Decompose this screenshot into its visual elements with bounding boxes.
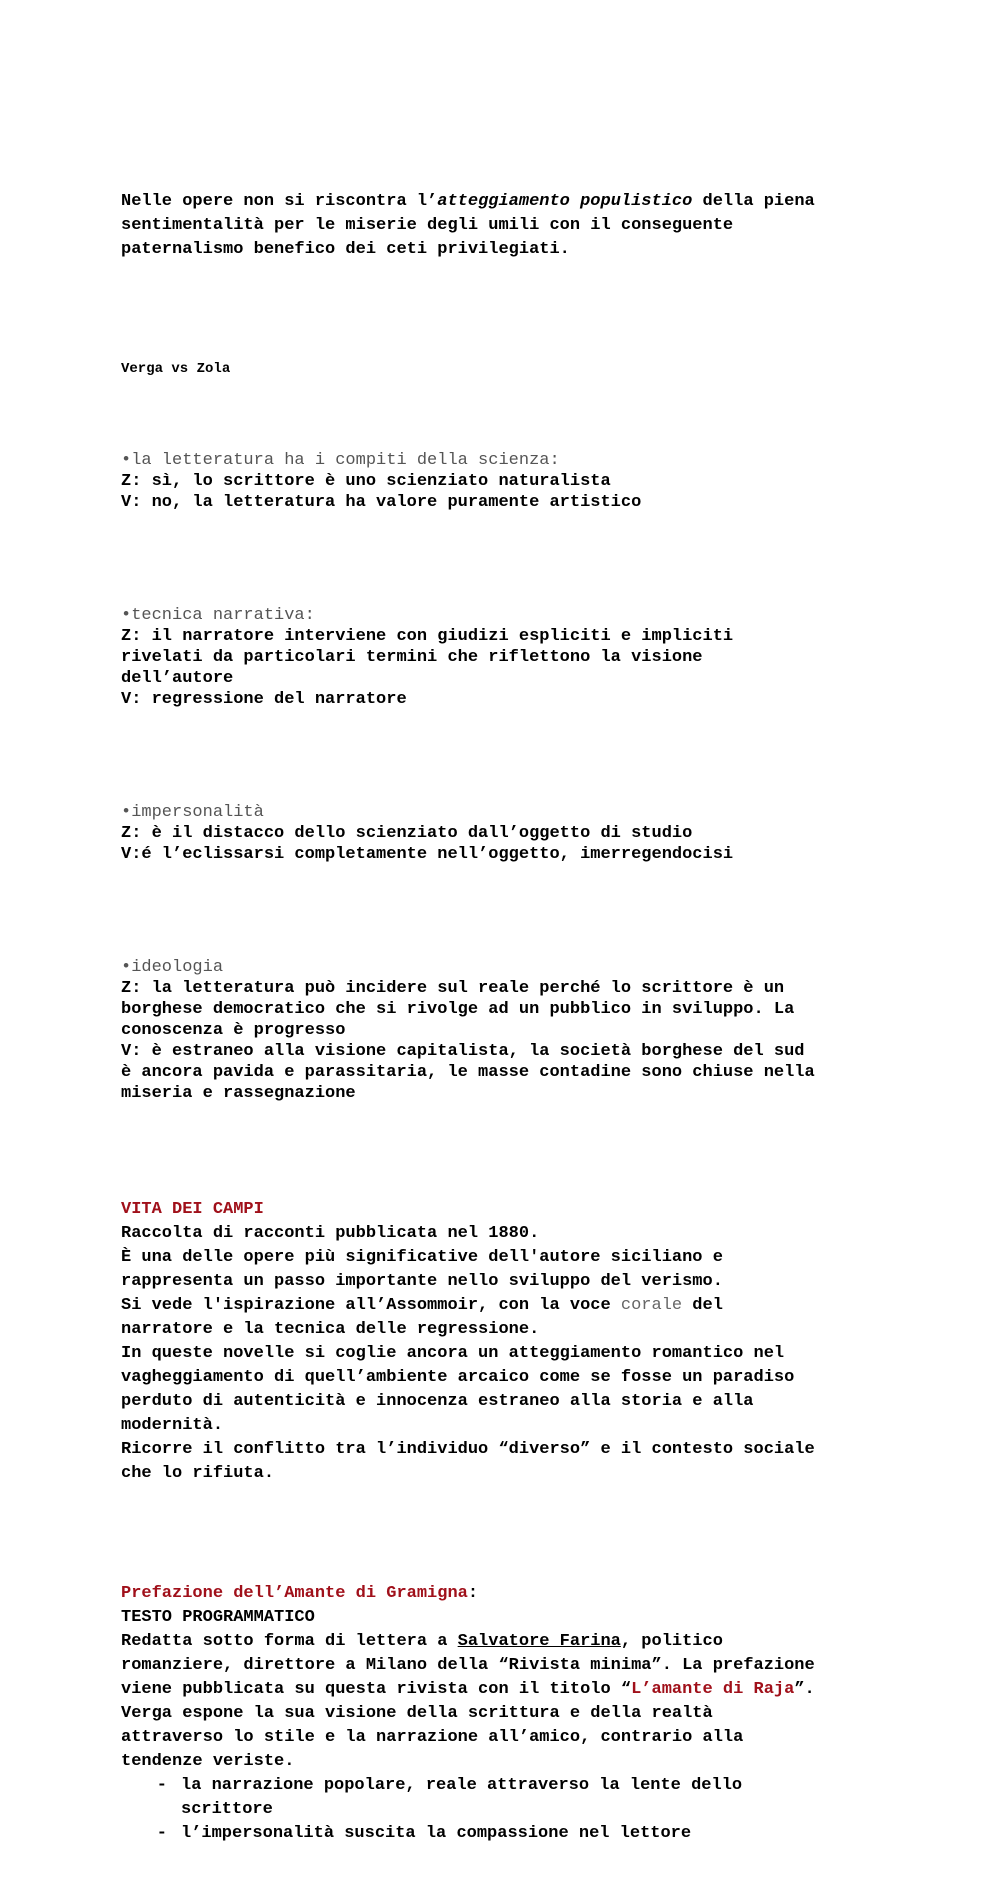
prefazione-line-3a: viene pubblicata su questa rivista con il titolo “ <box>121 1680 632 1699</box>
prefazione-subtitle: TESTO PROGRAMMATICO <box>121 1608 315 1627</box>
dash-bullet: - <box>156 1824 167 1843</box>
vita-line: In queste novelle si coglie ancora un atteggiamento romantico nel <box>121 1344 785 1363</box>
salvatore-farina-link[interactable]: Salvatore Farina <box>457 1632 621 1651</box>
prefazione-line <box>121 1678 891 1702</box>
intro-line-3: paternalismo benefico dei ceti privilegiati. <box>121 240 570 259</box>
compare-line: Z: sì, lo scrittore è uno scienziato naturalista <box>121 472 611 491</box>
prefazione-line: romanziere, direttore a Milano della “Rivista minima”. La prefazione <box>121 1656 815 1675</box>
prefazione-section <box>121 1582 891 1846</box>
vita-corale: corale <box>620 1296 683 1315</box>
prefazione-line-1a: Redatta sotto forma di lettera a <box>121 1632 458 1651</box>
vita-line-4b: del <box>682 1296 723 1315</box>
dash-bullet: - <box>156 1776 167 1795</box>
vita-line: perduto di autenticità e innocenza estraneo alla storia e alla <box>121 1392 754 1411</box>
intro-line-2: sentimentalità per le miserie degli umili con il conseguente <box>121 216 734 235</box>
bullet-scienza: •la letteratura ha i compiti della scienza: <box>121 451 560 470</box>
vita-line: Ricorre il conflitto tra l’individuo “diverso” e il contesto sociale <box>121 1440 815 1459</box>
vita-title: VITA DEI CAMPI <box>121 1200 264 1219</box>
bullet-ideologia: •ideologia <box>121 958 224 977</box>
intro-line-1b: della piena <box>692 192 815 211</box>
prefazione-line: Verga espone la sua visione della scrittura e della realtà <box>121 1704 713 1723</box>
vita-line <box>121 1294 891 1318</box>
prefazione-line <box>121 1630 891 1654</box>
vita-line: modernità. <box>121 1416 224 1435</box>
compare-line: Z: è il distacco dello scienziato dall’oggetto di studio <box>121 824 693 843</box>
compare-heading: Verga vs Zola <box>121 361 231 377</box>
list-item-text: l’impersonalità suscita la compassione nel lettore <box>181 1824 692 1843</box>
compare-line: Z: il narratore interviene con giudizi espliciti e impliciti <box>121 627 734 646</box>
vita-line: Raccolta di racconti pubblicata nel 1880. <box>121 1224 540 1243</box>
vita-line: narratore e la tecnica delle regressione. <box>121 1320 540 1339</box>
compare-line: borghese democratico che si rivolge ad un pubblico in sviluppo. La <box>121 1000 795 1019</box>
compare-line: V:é l’eclissarsi completamente nell’oggetto, imerregendocisi <box>121 845 734 864</box>
compare-section-3 <box>121 803 891 865</box>
compare-line: miseria e rassegnazione <box>121 1084 356 1103</box>
compare-section-2 <box>121 606 891 710</box>
vita-line: vagheggiamento di quell’ambiente arcaico come se fosse un paradiso <box>121 1368 795 1387</box>
prefazione-title: Prefazione dell’Amante di Gramigna <box>121 1584 468 1603</box>
prefazione-line: attraverso lo stile e la narrazione all’amico, contrario alla <box>121 1728 744 1747</box>
compare-line: conoscenza è progresso <box>121 1021 346 1040</box>
bullet-impersonalita: •impersonalità <box>121 803 264 822</box>
list-item-text: la narrazione popolare, reale attraverso la lente dello scrittore <box>181 1776 743 1819</box>
amante-di-raja-title: L’amante di Raja <box>631 1680 795 1699</box>
intro-emphasis: atteggiamento populistico <box>437 192 693 211</box>
prefazione-line-1b: , politico <box>620 1632 723 1651</box>
compare-line: Z: la letteratura può incidere sul reale perché lo scrittore è un <box>121 979 785 998</box>
prefazione-line-3b: ”. <box>794 1680 815 1699</box>
vita-dei-campi-section <box>121 1198 891 1486</box>
document-page <box>121 118 891 1894</box>
compare-line: V: regressione del narratore <box>121 690 407 709</box>
vita-line-4a: Si vede l'ispirazione all’Assommoir, con la voce <box>121 1296 621 1315</box>
compare-line: rivelati da particolari termini che riflettono la visione <box>121 648 703 667</box>
vita-line: È una delle opere più significative dell'autore siciliano e <box>121 1248 723 1267</box>
vita-line: rappresenta un passo importante nello sviluppo del verismo. <box>121 1272 723 1291</box>
intro-paragraph <box>121 190 891 262</box>
compare-section-4 <box>121 958 891 1104</box>
list-item <box>121 1774 891 1822</box>
compare-section-1 <box>121 451 891 513</box>
prefazione-colon: : <box>467 1584 479 1603</box>
list-item <box>121 1822 891 1846</box>
compare-line: V: no, la letteratura ha valore puramente artistico <box>121 493 642 512</box>
intro-line-1a: Nelle opere non si riscontra l’ <box>121 192 438 211</box>
compare-line: dell’autore <box>121 669 234 688</box>
vita-line: che lo rifiuta. <box>121 1464 275 1483</box>
prefazione-title-line <box>121 1582 891 1606</box>
bullet-tecnica: •tecnica narrativa: <box>121 606 315 625</box>
compare-line: è ancora pavida e parassitaria, le masse contadine sono chiuse nella <box>121 1063 815 1082</box>
prefazione-line: tendenze veriste. <box>121 1752 295 1771</box>
compare-line: V: è estraneo alla visione capitalista, la società borghese del sud <box>121 1042 805 1061</box>
